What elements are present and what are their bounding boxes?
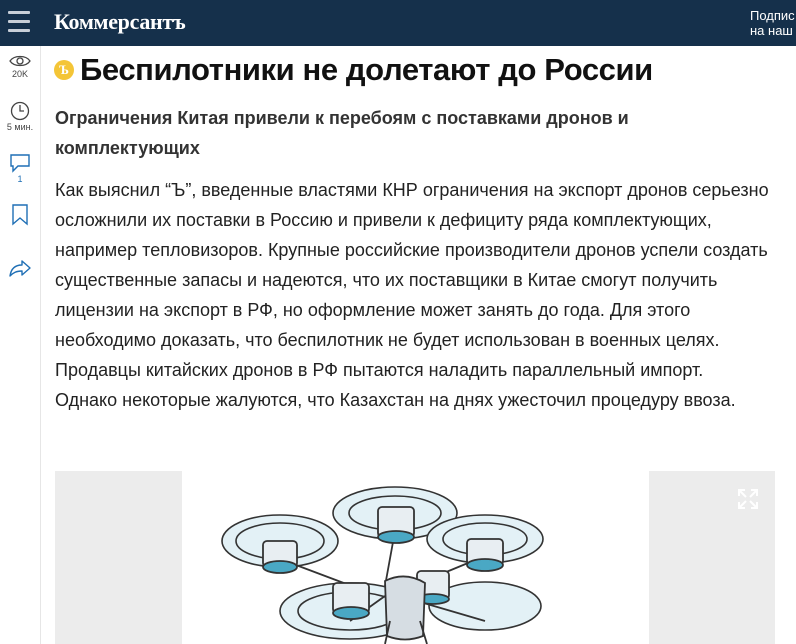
kommersant-badge-icon: Ъ (54, 60, 74, 80)
subscribe-link[interactable] (750, 8, 796, 38)
clock-icon (0, 101, 40, 121)
share-button[interactable] (0, 259, 40, 277)
views-count: 20K (11, 69, 28, 79)
read-time-label: 5 мин. (6, 122, 34, 132)
read-time (0, 101, 40, 132)
comment-icon (0, 153, 40, 173)
article-title-row (54, 50, 653, 90)
comments-count: 1 (17, 174, 23, 184)
views-counter (0, 54, 40, 79)
article-title: Беспилотники не долетают до России (80, 52, 653, 87)
comments-button[interactable] (0, 153, 40, 184)
subscribe-line-2: на наш (750, 23, 793, 38)
eye-icon (0, 54, 40, 68)
expand-icon[interactable] (737, 488, 759, 510)
menu-icon[interactable] (8, 11, 30, 35)
illustration-padding-left (55, 471, 182, 644)
article-illustration[interactable] (55, 471, 775, 644)
site-logo[interactable]: Коммерсантъ (54, 9, 186, 34)
bookmark-icon (0, 204, 40, 226)
article-subtitle: Ограничения Китая привели к перебоям с поставками дронов и комплектующих (55, 108, 629, 158)
article-lead: Как выяснил “Ъ”, введенные властями КНР ограничения на экспорт дронов серьезно осложнили их поставки в Россию и привели к дефициту ряда комплектующих, например тепловизоров. Крупные российские производители дронов успели создать существенные запасы и надеются, что их поставщики в Китае смогут получить лицензии на экспорт в РФ, но оформление может занять до года. Для этого необходимо доказать, что беспилотник не будет использован в военных целях. Продавцы китайских дронов в РФ пытаются наладить параллельный импорт. Однако некоторые жалуются, что Казахстан на днях ужесточил процедуру ввоза. (55, 180, 769, 410)
share-icon (0, 259, 40, 277)
drone-illustration (185, 471, 645, 644)
subscribe-line-1: Подпис (750, 8, 795, 23)
bookmark-button[interactable] (0, 204, 40, 226)
sidebar-divider (40, 46, 41, 644)
top-bar (0, 0, 796, 46)
